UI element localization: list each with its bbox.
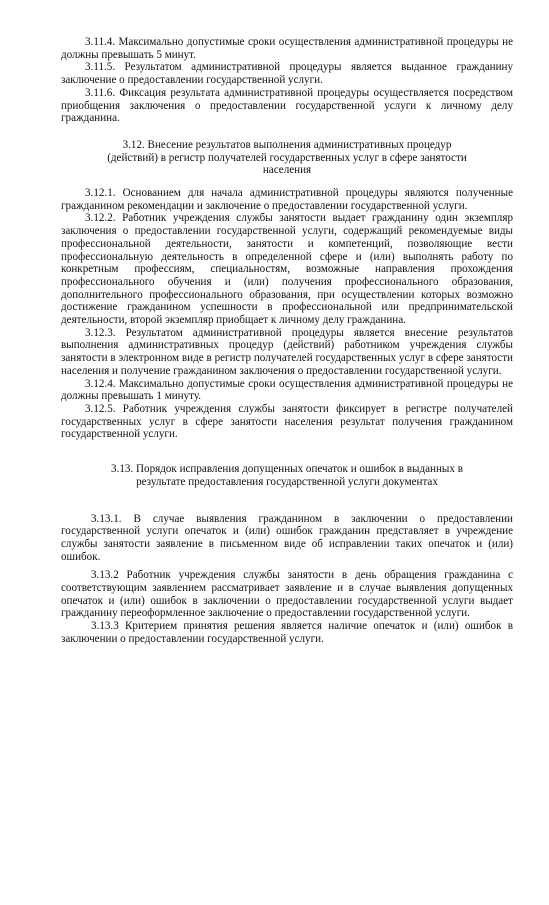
paragraph-3-13-1: 3.13.1. В случае выявления гражданином в заключении о предоставлении государственной услуги опечаток и (или) ошибок гражданин представляет в учреждение службы занятости заявление в письменном виде об исправлении таких опечаток и (или) ошибок. (61, 512, 513, 563)
section-heading-3-12: 3.12. Внесение результатов выполнения административных процедур (действий) в регистр получателей государственных услуг в сфере занятости населения (107, 138, 467, 177)
paragraph-3-11-6: 3.11.6. Фиксация результата административной процедуры осуществляется посредством приобщения заключения о предоставлении государственной услуги к личному делу гражданина. (61, 86, 513, 125)
paragraph-3-11-5: 3.11.5. Результатом административной процедуры является выданное гражданину заключение о предоставлении государственной услуги. (61, 61, 513, 87)
paragraph-3-12-5: 3.12.5. Работник учреждения службы занятости фиксирует в регистре получателей государственных услуг в сфере занятости населения результат получения гражданином государственной услуги. (61, 402, 513, 441)
paragraph-3-13-2: 3.13.2 Работник учреждения службы занятости в день обращения гражданина с соответствующим заявлением рассматривает заявление и в случае выявления допущенных опечаток и (или) ошибок в заключении о предоставлении государственной услуги выдает гражданину переоформленное заключение о предоставлении государственной услуги. (61, 569, 513, 620)
paragraph-3-11-4: 3.11.4. Максимально допустимые сроки осуществления административной процедуры не должны превышать 5 минут. (61, 36, 513, 61)
paragraph-3-13-3: 3.13.3 Критерием принятия решения является наличие опечаток и (или) ошибок в заключении о предоставлении государственной услуги. (61, 620, 513, 645)
paragraph-3-12-3: 3.12.3. Результатом административной процедуры является внесение результатов выполнения административных процедур (действий) работником учреждения службы занятости в электронном виде в регистр получателей государственных услуг в сфере занятости населения и получение гражданином заключения о предоставлении государственной услуги. (61, 326, 513, 377)
section-heading-3-13: 3.13. Порядок исправления допущенных опечаток и ошибок в выданных в результате предоставления государственной услуги документах (111, 463, 463, 488)
paragraph-3-12-4: 3.12.4. Максимально допустимые сроки осуществления административной процедуры не должны превышать 1 минуту. (61, 377, 513, 403)
paragraph-3-12-1: 3.12.1. Основанием для начала административной процедуры являются полученные гражданином рекомендации и заключение о предоставлении государственной услуги. (61, 187, 513, 212)
paragraph-3-12-2: 3.12.2. Работник учреждения службы занятости выдает гражданину один экземпляр заключения о предоставлении государственной услуги, содержащий рекомендуемые виды профессиональной деятельности, занятости и компетенций, позволяющие вести профессиональную деятельность в определенной сфере и (или) выполнять работу по конкретным профессиям, специальностям, возможные направления прохождения профессионального обучения и (или) получения профессионального образования, дополнительного профессионального образования, при осуществлении которых возможно достижение гражданином успешности в профессиональной или предпринимательской деятельности, второй экземпляр приобщает к личному делу гражданина. (61, 212, 513, 327)
